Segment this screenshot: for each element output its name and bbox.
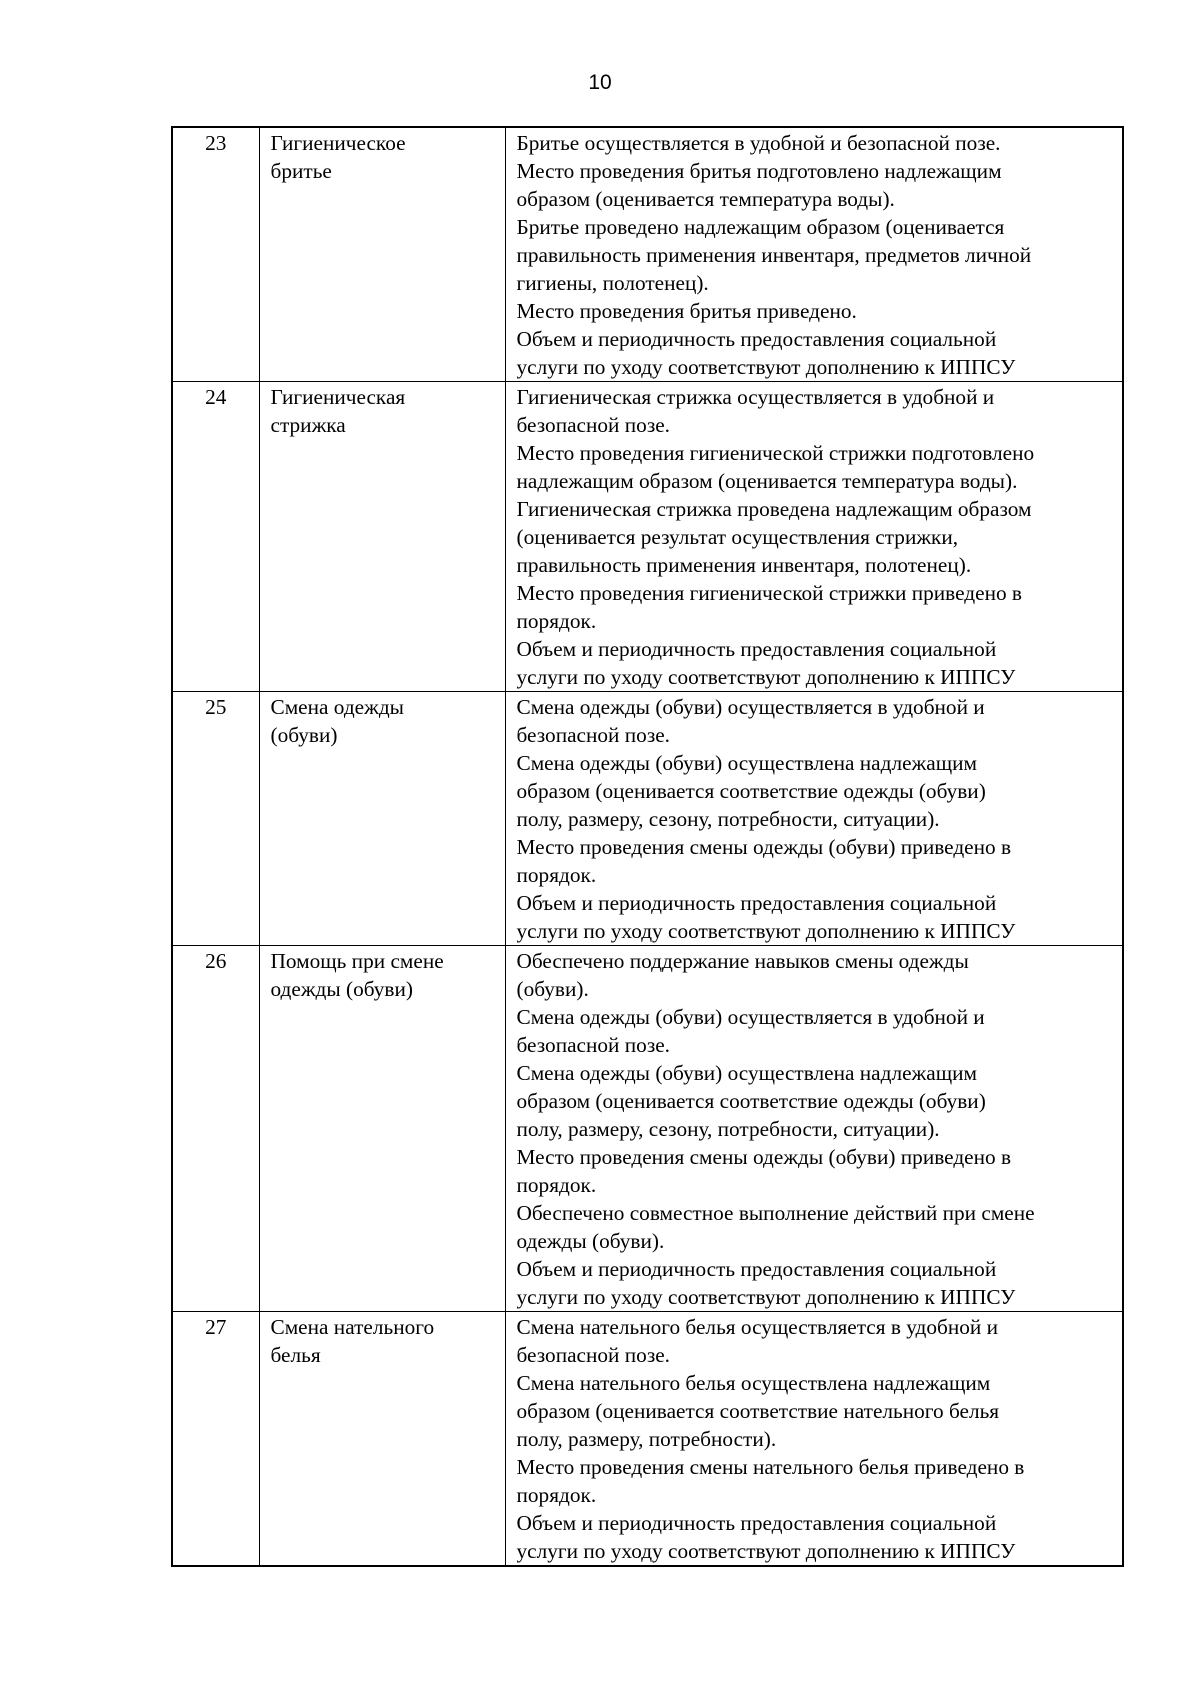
table-body (172, 127, 1123, 1566)
quality-criteria-line: Обеспечено поддержание навыков смены одежды (516, 949, 969, 973)
quality-criteria-line: (обуви). (516, 977, 589, 1001)
quality-criteria-line: безопасной позе. (516, 413, 671, 437)
quality-criteria-cell (505, 127, 1123, 382)
service-name-line: (обуви) (270, 723, 338, 747)
quality-criteria-line: Объем и периодичность предоставления социальной (516, 1511, 997, 1535)
row-number: 23 (172, 127, 259, 382)
quality-criteria-line: правильность применения инвентаря, полотенец). (516, 553, 972, 577)
table-row (172, 692, 1123, 946)
service-name-cell (259, 692, 505, 946)
quality-criteria-line: Место проведения смены одежды (обуви) приведено в (516, 835, 1012, 859)
quality-criteria-line: гигиены, полотенец). (516, 271, 709, 295)
quality-criteria-line: порядок. (516, 609, 597, 633)
page-number: 10 (588, 71, 612, 94)
service-name-line: белья (270, 1343, 321, 1367)
quality-criteria-line: Смена одежды (обуви) осуществлена надлежащим (516, 751, 977, 775)
service-name-cell (259, 946, 505, 1312)
quality-criteria-line: Смена нательного белья осуществлена надлежащим (516, 1371, 991, 1395)
table-row (172, 946, 1123, 1312)
table-row (172, 1312, 1123, 1567)
quality-criteria-line: Место проведения смены нательного белья приведено в (516, 1455, 1025, 1479)
quality-criteria-cell (505, 946, 1123, 1312)
quality-criteria-line: Гигиеническая стрижка осуществляется в удобной и (516, 385, 995, 409)
quality-criteria-line: Место проведения гигиенической стрижки подготовлено (516, 441, 1035, 465)
quality-criteria-line: Место проведения гигиенической стрижки приведено в (516, 581, 1022, 605)
quality-criteria-line: Объем и периодичность предоставления социальной (516, 637, 997, 661)
quality-criteria-line: Бритье осуществляется в удобной и безопасной позе. (516, 131, 1001, 155)
quality-criteria-line: полу, размеру, сезону, потребности, ситуации). (516, 1117, 940, 1141)
row-number: 26 (172, 946, 259, 1312)
quality-criteria-line: образом (оценивается соответствие нательного белья (516, 1399, 1000, 1423)
quality-criteria-line: порядок. (516, 863, 597, 887)
quality-criteria-line: Смена одежды (обуви) осуществляется в удобной и (516, 695, 985, 719)
service-name-line: Гигиеническое (270, 131, 406, 155)
quality-criteria-line: Смена одежды (обуви) осуществляется в удобной и (516, 1005, 985, 1029)
quality-criteria-line: надлежащим образом (оценивается температура воды). (516, 469, 1018, 493)
quality-criteria-line: полу, размеру, сезону, потребности, ситуации). (516, 807, 940, 831)
service-name-line: стрижка (270, 413, 346, 437)
quality-criteria-line: безопасной позе. (516, 1033, 671, 1057)
quality-criteria-line: услуги по уходу соответствуют дополнению к ИППСУ (516, 1285, 1016, 1309)
quality-criteria-line: Гигиеническая стрижка проведена надлежащим образом (516, 497, 1032, 521)
table-row (172, 382, 1123, 692)
service-name-cell (259, 1312, 505, 1567)
quality-criteria-line: образом (оценивается соответствие одежды (обуви) (516, 1089, 986, 1113)
quality-criteria-line: образом (оценивается температура воды). (516, 187, 895, 211)
quality-criteria-line: Бритье проведено надлежащим образом (оценивается (516, 215, 1005, 239)
quality-criteria-line: Смена одежды (обуви) осуществлена надлежащим (516, 1061, 977, 1085)
table-row (172, 127, 1123, 382)
quality-criteria-line: услуги по уходу соответствуют дополнению к ИППСУ (516, 1539, 1016, 1563)
quality-criteria-line: безопасной позе. (516, 1343, 671, 1367)
service-name-cell (259, 382, 505, 692)
service-name-line: одежды (обуви) (270, 977, 413, 1001)
quality-criteria-line: Место проведения бритья подготовлено надлежащим (516, 159, 1002, 183)
service-name-line: Смена одежды (270, 695, 404, 719)
service-name-line: бритье (270, 159, 332, 183)
quality-criteria-line: (оценивается результат осуществления стрижки, (516, 525, 959, 549)
service-quality-table (171, 126, 1124, 1567)
quality-criteria-line: Смена нательного белья осуществляется в удобной и (516, 1315, 998, 1339)
quality-criteria-line: Место проведения смены одежды (обуви) приведено в (516, 1145, 1012, 1169)
quality-criteria-line: Обеспечено совместное выполнение действий при смене (516, 1201, 1035, 1225)
quality-criteria-line: услуги по уходу соответствуют дополнению к ИППСУ (516, 355, 1016, 379)
service-name-line: Гигиеническая (270, 385, 406, 409)
quality-criteria-line: одежды (обуви). (516, 1229, 665, 1253)
quality-criteria-line: Место проведения бритья приведено. (516, 299, 857, 323)
quality-criteria-line: безопасной позе. (516, 723, 671, 747)
service-name-cell (259, 127, 505, 382)
quality-criteria-line: Объем и периодичность предоставления социальной (516, 891, 997, 915)
service-name-line: Смена нательного (270, 1315, 435, 1339)
quality-criteria-line: Объем и периодичность предоставления социальной (516, 1257, 997, 1281)
quality-criteria-line: услуги по уходу соответствуют дополнению к ИППСУ (516, 919, 1016, 943)
quality-criteria-line: порядок. (516, 1173, 597, 1197)
row-number: 25 (172, 692, 259, 946)
quality-criteria-line: порядок. (516, 1483, 597, 1507)
quality-criteria-cell (505, 692, 1123, 946)
quality-criteria-cell (505, 382, 1123, 692)
row-number: 27 (172, 1312, 259, 1567)
service-name-line: Помощь при смене (270, 949, 444, 973)
quality-criteria-line: образом (оценивается соответствие одежды (обуви) (516, 779, 986, 803)
quality-criteria-line: услуги по уходу соответствуют дополнению к ИППСУ (516, 665, 1016, 689)
row-number: 24 (172, 382, 259, 692)
quality-criteria-cell (505, 1312, 1123, 1567)
quality-criteria-line: полу, размеру, потребности). (516, 1427, 777, 1451)
quality-criteria-line: правильность применения инвентаря, предметов личной (516, 243, 1032, 267)
quality-criteria-line: Объем и периодичность предоставления социальной (516, 327, 997, 351)
